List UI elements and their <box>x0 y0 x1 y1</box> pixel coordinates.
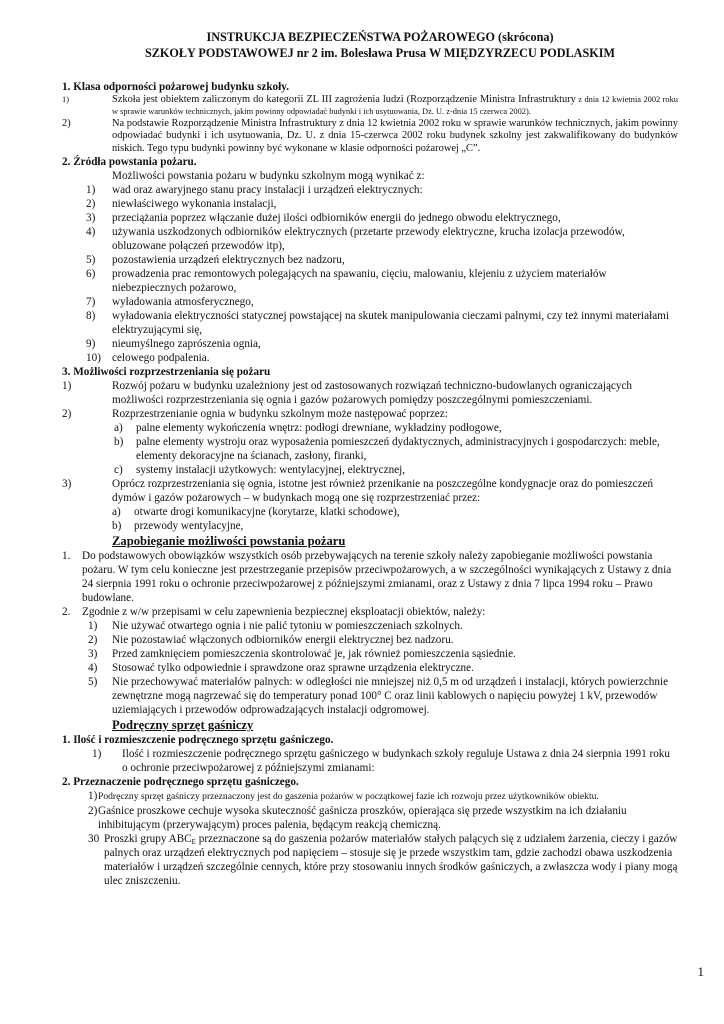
equipment-section-2-heading: 2. Przeznaczenie podręcznego sprzętu gaśniczego. <box>62 776 299 789</box>
list-marker: 3) <box>88 648 98 661</box>
list-marker: 6) <box>86 268 96 281</box>
section-3-heading: 3. Możliwości rozprzestrzeniania się pożaru <box>62 366 271 379</box>
list-marker: b) <box>112 520 122 533</box>
list-item-text: palne elementy wystroju oraz wyposażenia pomieszczeń dydaktycznych, administracyjnych i gospodarczych: meble, elementy dekoracyjne na ścianach, zasłony, firanki, <box>136 436 660 463</box>
list-item-text: Rozwój pożaru w budynku uzależniony jest od zastosowanych rozwiązań techniczno-budowlanych ograniczających możliwości rozprzestrzeniania się ognia i gazów pożarowych pomiędzy poszczególnymi pomieszczeniami. <box>112 380 633 407</box>
list-item <box>62 225 678 253</box>
list-item-text-prefix: Proszki grupy ABC <box>104 833 192 846</box>
list-item-text: przeciążania poprzez włączanie dużej ilości odbiorników energii do jednego obwodu elektrycznego, <box>112 212 561 225</box>
list-item-text: Zgodnie z w/w przepisami w celu zapewnienia bezpiecznej eksploatacji obiektów, należy: <box>82 606 486 619</box>
list-item-text: palne elementy wykończenia wnętrz: podłogi drewniane, wykładziny podłogowe, <box>136 422 502 435</box>
list-marker: 2) <box>88 805 98 818</box>
list-item-text: Oprócz rozprzestrzeniania się ognia, istotne jest również przenikanie na poszczególne kondygnacje oraz do pomieszczeń dymów i gazów pożarowych – w budynkach mogą one się rozprzestrzeniać przez: <box>112 478 654 505</box>
list-item <box>62 267 678 295</box>
list-marker: 8) <box>86 310 96 323</box>
list-item <box>112 463 678 477</box>
list-item <box>62 183 678 197</box>
list-item-small-text: z dnia 12 kwietnia 2002 roku w sprawie warunków technicznych, jakim powinny odpowiadać budynki i ich usytuowania, Dz. U. z-dnia 15 czerwca 2002). <box>112 95 678 116</box>
list-item-text: Na podstawie Rozporządzenie Ministra Infrastruktury z dnia 12 kwietnia 2002 roku w sprawie warunków technicznych, jakim powinny odpowiadać budynki i ich usytuowania, Dz. U. z dnia 15-czerwca 2002 roku budynek szkolny jest zakwalifikowany do budynków niskich. Tego typu budynki powinny być wykonane w klasie odporności pożarowej „C”. <box>112 118 678 154</box>
list-item <box>62 477 678 533</box>
prevention-heading: Zapobieganie możliwości powstania pożaru <box>112 534 346 549</box>
list-marker: 1) <box>62 380 72 393</box>
list-item <box>62 549 678 605</box>
list-item-text: przeznaczone są do gaszenia pożarów materiałów stałych palących się z udziałem żarzenia, cieczy i gazów palnych oraz urządzeń elektrycznych pod napięciem – stosuje się je przede wszystkim tam, gdzie zachodzi obawa uszkodzenia materiałów i urządzeń szczególnie cennych, które przy stosowaniu innych środków gaśniczych, a zwłaszcza wody i piany mogą ulec zniszczeniu. <box>104 833 678 888</box>
list-marker: 1) <box>62 95 69 104</box>
list-item <box>82 661 678 675</box>
section-1-list <box>62 94 678 155</box>
list-marker: 4) <box>86 226 96 239</box>
document-title <box>82 30 678 61</box>
title-line-1: INSTRUKCJA BEZPIECZEŃSTWA POŻAROWEGO (skrócona) <box>206 30 554 44</box>
list-item-text: wad oraz awaryjnego stanu pracy instalacji i urządzeń elektrycznych: <box>112 184 423 197</box>
list-item <box>112 505 678 519</box>
list-item <box>62 118 678 155</box>
list-item-text: Do podstawowych obowiązków wszystkich osób przebywających na terenie szkoły należy zapobieganie możliwości powstania pożaru. W tym celu konieczne jest przestrzeganie przepisów przeciwpożarowych, a w szczególności wynikających z Ustawy z dnia 24 sierpnia 1991 roku o ochronie przeciwpożarowej z późniejszymi zmianami, oraz z Ustawy z dnia 7 lipca 1994 roku – Prawo budowlane. <box>82 550 672 605</box>
list-item <box>62 197 678 211</box>
section-1-heading: 1. Klasa odporności pożarowej budynku szkoły. <box>62 81 290 93</box>
list-item-text: Nie pozostawiać włączonych odbiorników energii elektrycznej bez nadzoru. <box>112 634 454 647</box>
list-item-text: pozostawienia urządzeń elektrycznych bez nadzoru, <box>112 254 345 267</box>
list-item-text: Przed zamknięciem pomieszczenia skontrolować je, jak również pomieszczenia sąsiednie. <box>112 648 516 661</box>
subscript-e: E <box>191 838 196 847</box>
section-3-list <box>62 379 678 533</box>
list-marker: 5) <box>86 254 96 267</box>
list-item-text: prowadzenia prac remontowych polegających na spawaniu, cięciu, malowaniu, klejeniu z użyciem materiałów niebezpiecznych pożarowo, <box>112 268 607 295</box>
list-marker: 4) <box>88 662 98 675</box>
list-marker: 5) <box>88 676 98 689</box>
list-marker: 2) <box>88 634 98 647</box>
list-marker: 1. <box>62 550 71 563</box>
equipment-heading: Podręczny sprzęt gaśniczy <box>112 718 254 733</box>
list-marker: 2) <box>62 408 72 421</box>
list-item-text: Szkoła jest obiektem zaliczonym do kategorii ZL III zagrożenia ludzi (Rozporządzenie Ministra Infrastruktury <box>112 94 576 105</box>
list-marker: 10) <box>86 352 101 365</box>
equipment-section-2-list <box>62 789 678 888</box>
section-3-sublist-2 <box>112 421 678 477</box>
list-marker: 7) <box>86 296 96 309</box>
list-item-text: przewody wentylacyjne, <box>134 520 244 533</box>
list-item <box>62 295 678 309</box>
list-item-text: Nie używać otwartego ognia i nie palić tytoniu w pomieszczeniach szkolnych. <box>112 620 463 633</box>
list-marker: 2. <box>62 606 71 619</box>
list-item <box>62 379 678 407</box>
list-item <box>82 647 678 661</box>
list-marker: 3) <box>86 212 96 225</box>
prevention-list <box>62 549 678 717</box>
list-item-text: Podręczny sprzęt gaśniczy przeznaczony jest do gaszenia pożarów w początkowej fazie ich rozwoju przez użytkowników obiektu. <box>98 791 599 803</box>
list-item <box>112 421 678 435</box>
list-item <box>82 619 678 633</box>
list-item-text: nieumyślnego zaprószenia ognia, <box>112 338 261 351</box>
section-2-heading: 2. Źródła powstania pożaru. <box>62 156 197 169</box>
list-item <box>62 94 678 118</box>
list-item-text: Gaśnice proszkowe cechuje wysoka skuteczność gaśnicza proszków, opierająca się przede wszystkim na ich działaniu inhibitującym (przerywającym) proces palenia, będącym reakcją chemiczną. <box>98 805 627 832</box>
list-item-text: wyładowania elektryczności statycznej powstającej na skutek manipulowania cieczami palnymi, czy też innymi materiałami elektryzującymi się, <box>112 310 669 337</box>
list-marker: 30 <box>88 833 100 846</box>
list-item <box>62 605 678 717</box>
list-item <box>82 675 678 717</box>
list-item-text: systemy instalacji użytkowych: wentylacyjnej, elektrycznej, <box>136 464 406 477</box>
list-item-text: Nie przechowywać materiałów palnych: w odległości nie mniejszej niż 0,5 m od urządzeń i instalacji, których powierzchnie zewnętrzne mogą nagrzewać się do temperatury ponad 100° C oraz linii kablowych o napięciu powyżej 1 kV, przewodów uziemiających i przewodów odprowadzających instalacji odgromowej. <box>112 676 669 717</box>
list-marker: a) <box>112 506 121 519</box>
list-item <box>82 633 678 647</box>
list-item <box>62 789 678 804</box>
list-marker: a) <box>114 422 123 435</box>
list-item-text: używania uszkodzonych odbiorników elektrycznych (przetarte przewody elektryczne, krucha izolacja przewodów, obluzowane połączeń przewodów itp), <box>112 226 625 253</box>
list-marker: b) <box>114 436 124 449</box>
list-item-text: niewłaściwego wykonania instalacji, <box>112 198 277 211</box>
list-item <box>62 747 678 775</box>
list-marker: 2) <box>62 118 71 129</box>
list-marker: 2) <box>86 198 96 211</box>
list-item <box>62 211 678 225</box>
list-item-text: wyładowania atmosferycznego, <box>112 296 254 309</box>
list-item <box>62 804 678 832</box>
list-item <box>62 407 678 477</box>
list-item <box>62 337 678 351</box>
page-number: 1 <box>697 964 704 979</box>
list-marker: 3) <box>62 478 72 491</box>
section-2-list <box>62 183 678 365</box>
list-marker: 1) <box>88 790 98 803</box>
list-item <box>62 351 678 365</box>
list-marker: 9) <box>86 338 96 351</box>
section-3-sublist-3 <box>112 505 678 533</box>
title-line-2: SZKOŁY PODSTAWOWEJ nr 2 im. Bolesława Prusa W MIĘDZYRZECU PODLASKIM <box>145 45 615 60</box>
list-item-text: Ilość i rozmieszczenie podręcznego sprzętu gaśniczego w budynkach szkoły reguluje Ustawa z dnia 24 sierpnia 1991 roku o ochronie przeciwpożarowej z późniejszymi zmianami: <box>122 748 670 775</box>
equipment-section-1-heading: 1. Ilość i rozmieszczenie podręcznego sprzętu gaśniczego. <box>62 734 334 747</box>
list-item <box>112 519 678 533</box>
list-item-text: Stosować tylko odpowiednie i sprawdzone oraz sprawne urządzenia elektryczne. <box>112 662 474 675</box>
list-item <box>62 253 678 267</box>
section-2-intro: Możliwości powstania pożaru w budynku szkolnym mogą wynikać z: <box>112 170 425 183</box>
list-item <box>62 832 678 888</box>
list-marker: 1) <box>86 184 96 197</box>
list-item-text: celowego podpalenia. <box>112 352 210 365</box>
equipment-section-1-list <box>62 747 678 775</box>
list-marker: 1) <box>88 620 98 633</box>
list-item <box>112 435 678 463</box>
list-marker: 1) <box>92 748 102 761</box>
list-item <box>62 309 678 337</box>
list-item-text: Rozprzestrzenianie ognia w budynku szkolnym może następować poprzez: <box>112 408 448 421</box>
prevention-sublist <box>82 619 678 717</box>
list-marker: c) <box>114 464 123 477</box>
list-item-text: otwarte drogi komunikacyjne (korytarze, klatki schodowe), <box>134 506 400 519</box>
